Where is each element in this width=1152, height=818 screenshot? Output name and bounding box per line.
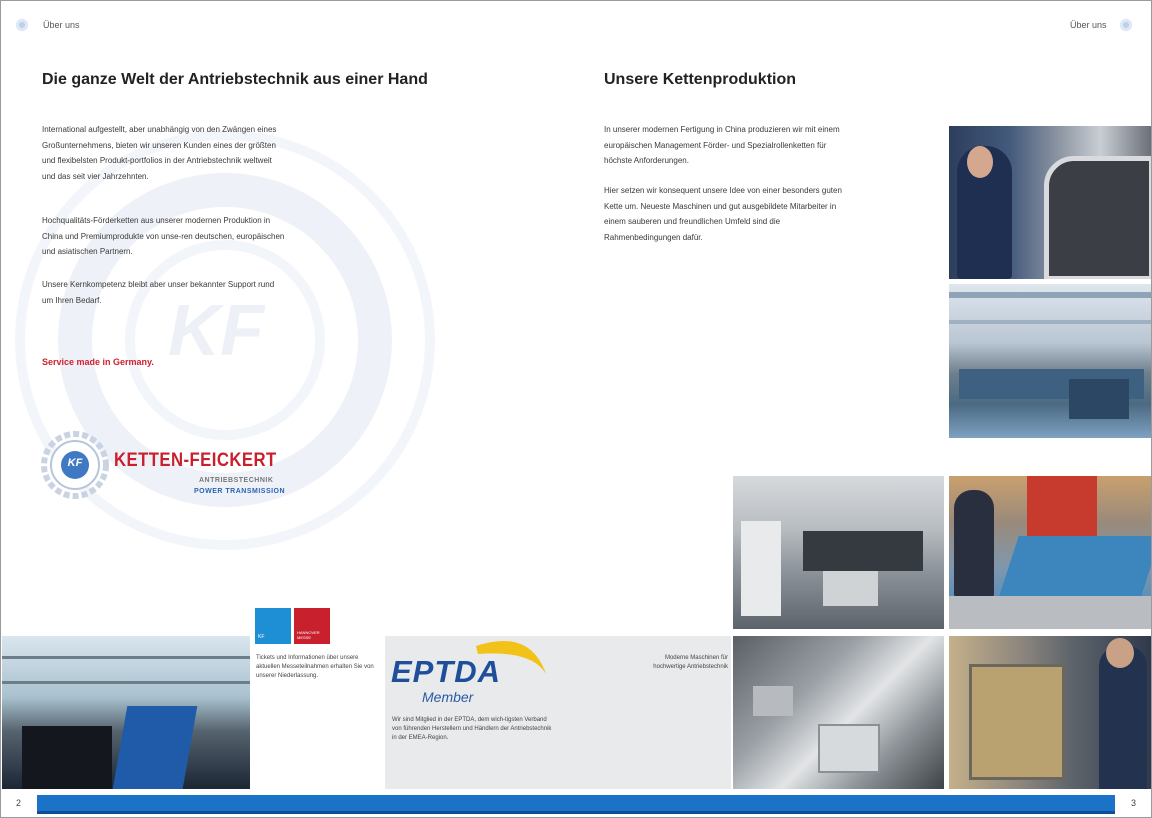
footer-bar xyxy=(37,795,1115,814)
header-label-left: Über uns xyxy=(43,20,80,30)
fair-logo-2 xyxy=(294,608,330,644)
photo-worker-press xyxy=(949,636,1151,789)
right-paragraph-2: Hier setzen wir konsequent unsere Idee von einer besonders guten Kette um. Neueste Maschinen und gut ausgebildete Mitarbeiter in einem sauberen und freundlichen Umfeld sind die Rahmenbedingungen dafür. xyxy=(604,186,842,242)
eptda-name: EPTDA xyxy=(391,654,502,689)
company-logo-gear xyxy=(40,430,110,500)
fair-logo-1 xyxy=(255,608,291,644)
page-number-right: 3 xyxy=(1131,798,1137,808)
header-dot-right-icon xyxy=(1120,19,1132,31)
photo-trade-fair xyxy=(2,636,250,789)
watermark-text: KF xyxy=(168,291,264,371)
company-sub1: ANTRIEBSTECHNIK xyxy=(199,477,274,484)
fair-logo-2-text: HANNOVER MESSE xyxy=(297,630,320,640)
company-name: KETTEN-FEICKERT xyxy=(114,450,277,471)
photo-worker-machine xyxy=(949,126,1151,279)
page-number-left: 2 xyxy=(16,798,22,808)
right-paragraph-1: In unserer modernen Fertigung in China produzieren wir mit einem europäischen Management Förder- und Spezialrollenketten für höchste Anforderungen. xyxy=(604,125,840,165)
photo-machine-closeup xyxy=(733,636,944,789)
header-dot-left-icon xyxy=(16,19,28,31)
fair-info-text: Tickets und Informationen über unsere aktuellen Messeteilnahmen erhalten Sie von unserer Niederlassung. xyxy=(256,655,374,679)
eptda-text: Wir sind Mitglied in der EPTDA, dem wich-tigsten Verband von führenden Herstellern und Händlern der Antriebstechnik in der EMEA-Region. xyxy=(392,717,552,741)
photo-factory-hall xyxy=(949,284,1151,438)
header-label-right: Über uns xyxy=(1070,20,1107,30)
eptda-member: Member xyxy=(422,689,474,705)
left-paragraph-3: Unsere Kernkompetenz bleibt aber unser bekannter Support rund um Ihren Bedarf. xyxy=(42,280,275,305)
left-paragraph-2: Hochqualitäts-Förderketten aus unserer modernen Produktion in China und Premiumprodukte von unse-ren deutschen, europäischen und asiatischen Partnern. xyxy=(42,216,285,256)
logo-badge: KF xyxy=(67,457,83,469)
machines-caption: Moderne Maschinen für hochwertige Antriebstechnik xyxy=(653,655,728,670)
fair-logo-1-text: KF xyxy=(258,634,265,640)
left-page-title: Die ganze Welt der Antriebstechnik aus einer Hand xyxy=(42,71,428,88)
slogan: Service made in Germany. xyxy=(42,357,154,367)
left-paragraph-1: International aufgestellt, aber unabhängig von den Zwängen eines Großunternehmens, bieten wir unseren Kunden eines der größten und flexibelsten Produkt-portfolios in der Antriebstechnik weltweit und das seit vier Jahrzehnten. xyxy=(42,125,277,181)
photo-lathes xyxy=(733,476,944,629)
right-page-title: Unsere Kettenproduktion xyxy=(604,71,797,88)
photo-worker-conveyor xyxy=(949,476,1151,629)
company-sub2: POWER TRANSMISSION xyxy=(194,488,286,495)
